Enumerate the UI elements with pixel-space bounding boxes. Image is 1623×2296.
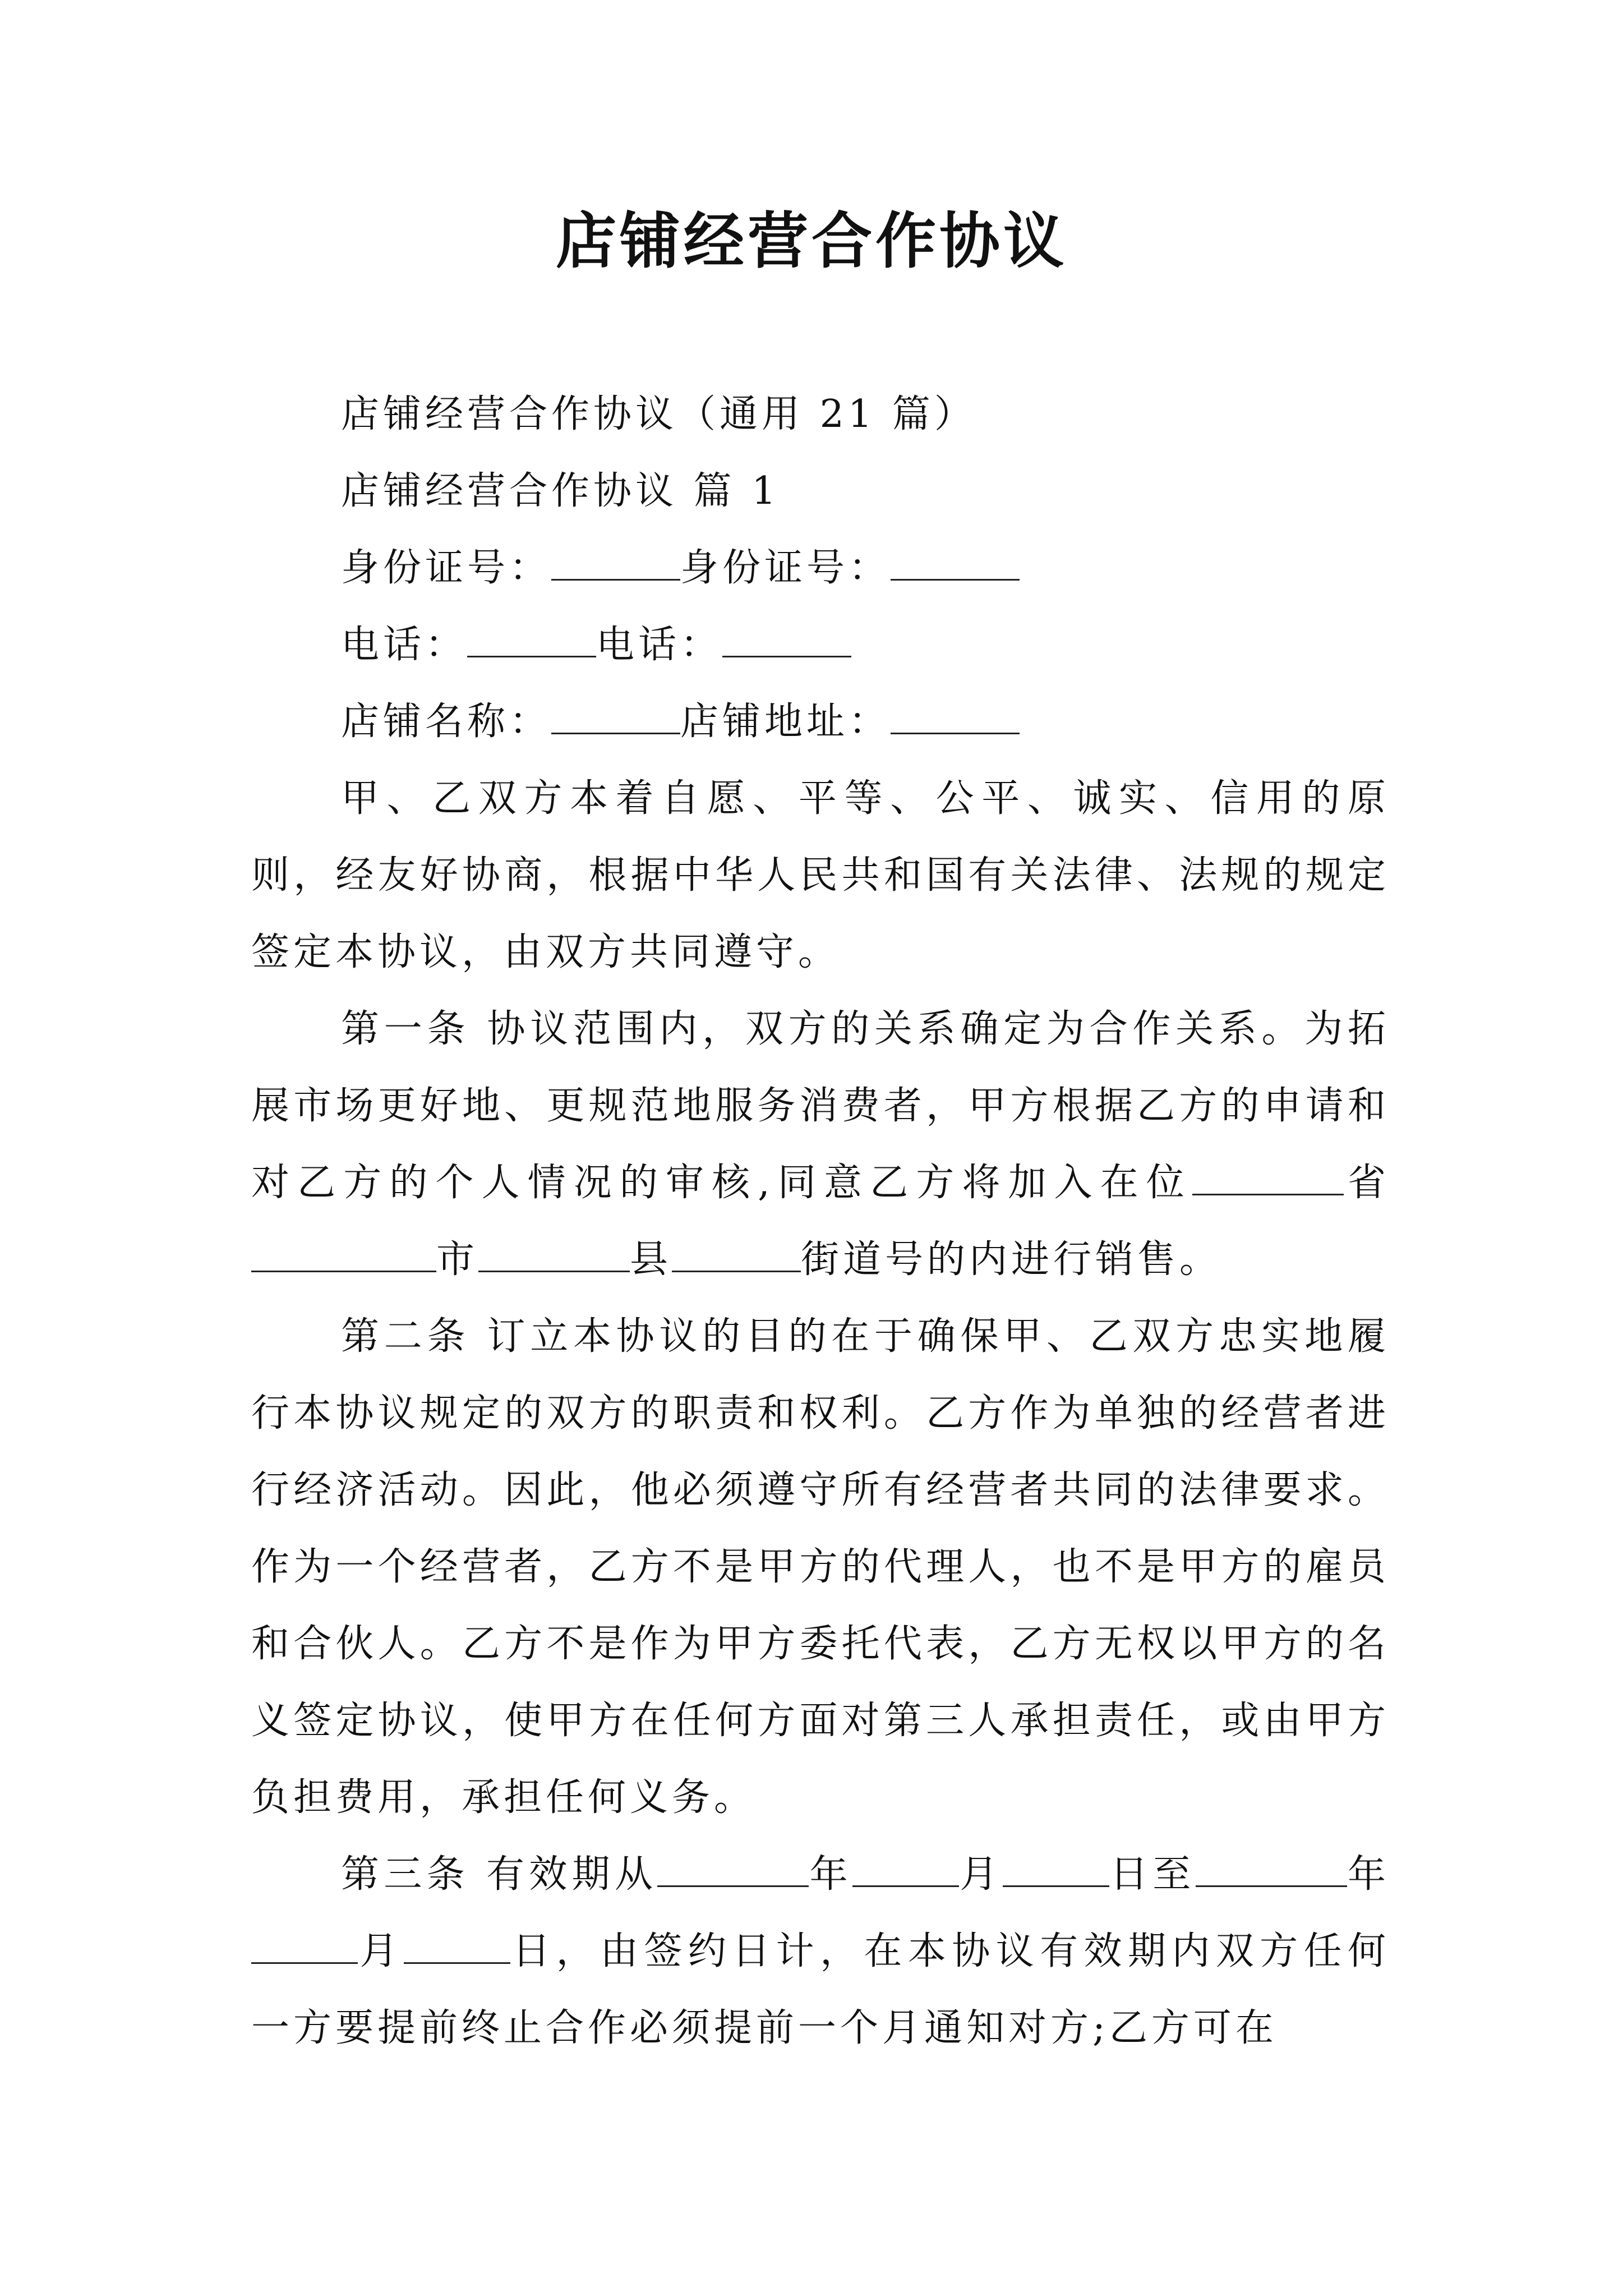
start-day-blank: [1003, 1852, 1109, 1887]
start-month-blank: [852, 1852, 959, 1887]
shop-address-blank: [891, 699, 1020, 734]
shop-line: [251, 683, 1390, 760]
document-title: 店铺经营合作协议: [555, 206, 1067, 277]
city-blank: [478, 1237, 630, 1272]
shop-name-blank: [551, 699, 680, 734]
phone-label-b: 电话：: [596, 623, 723, 667]
id-number-line: [251, 530, 1390, 606]
subtitle-line: 店铺经营合作协议（通用 21 篇）: [341, 392, 976, 436]
article-3-paragraph: [251, 1836, 1390, 2067]
shop-name-label: 店铺名称：: [341, 700, 552, 744]
county-blank: [672, 1237, 801, 1272]
phone-label-a: 电话：: [341, 623, 468, 667]
start-day-label: 日至: [1109, 1852, 1196, 1897]
article-1-text: 第一条 协议范围内，双方的关系确定为合作关系。为拓展市场更好地、更规范地服务消费者，甲方根据乙方的申请和对乙方的个人情况的审核,同意乙方将加入在位: [251, 1007, 1390, 1205]
end-day-blank: [404, 1929, 510, 1964]
intro-paragraph: 甲、乙双方本着自愿、平等、公平、诚实、信用的原则，经友好协商，根据中华人民共和国有关法律、法规的规定签定本协议，由双方共同遵守。: [251, 776, 1390, 974]
article-3-rest: 日，由签约日计，在本协议有效期内双方任何一方要提前终止合作必须提前一个月通知对方;乙方可在: [251, 1929, 1390, 2050]
county-label: 县: [630, 1237, 672, 1282]
document-body: [251, 376, 1390, 2067]
id-blank-a: [551, 545, 680, 581]
phone-blank-a: [467, 622, 596, 657]
article-2-paragraph: 第二条 订立本协议的目的在于确保甲、乙双方忠实地履行本协议规定的双方的职责和权利。乙方作为单独的经营者进行经济活动。因此，他必须遵守所有经营者共同的法律要求。作为一个经营者，乙方不是甲方的代理人，也不是甲方的雇员和合伙人。乙方不是作为甲方委托代表，乙方无权以甲方的名义签定协议，使甲方在任何方面对第三人承担责任，或由甲方负担费用，承担任何义务。: [251, 1314, 1390, 1820]
end-month-blank: [251, 1929, 358, 1964]
city-label: 市: [436, 1237, 479, 1282]
phone-line: [251, 606, 1390, 683]
start-month-label: 月: [958, 1852, 1003, 1897]
end-year-label: 年: [1347, 1852, 1390, 1897]
article-1-paragraph: [251, 991, 1390, 1298]
street-text: 街道号的内进行销售。: [801, 1237, 1222, 1282]
section-heading: 店铺经营合作协议 篇 1: [341, 469, 780, 513]
shop-address-label: 店铺地址：: [680, 700, 891, 744]
article-3-text: 第三条 有效期从: [341, 1852, 658, 1897]
province-blank: [251, 1237, 436, 1272]
id-label-b: 身份证号：: [680, 546, 891, 590]
province-label: 省: [1343, 1161, 1390, 1205]
end-year-blank: [1196, 1852, 1347, 1887]
id-label-a: 身份证号：: [341, 546, 552, 590]
id-blank-b: [891, 545, 1020, 581]
end-month-label: 月: [358, 1929, 404, 1973]
start-year-label: 年: [809, 1852, 852, 1897]
location-blank: [1192, 1160, 1344, 1195]
start-year-blank: [657, 1852, 809, 1887]
phone-blank-b: [722, 622, 851, 657]
